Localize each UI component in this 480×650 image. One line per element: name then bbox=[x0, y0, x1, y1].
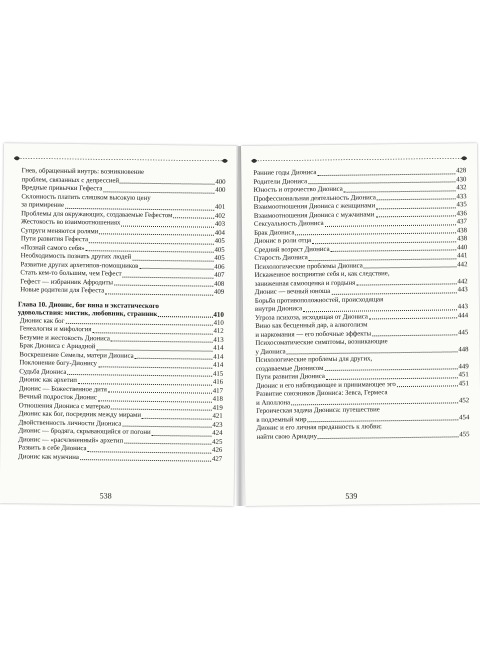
dot-leader bbox=[372, 334, 457, 336]
toc-entry-title: Брак Диониса bbox=[254, 228, 295, 237]
toc-entry-title: Сексуальность Диониса bbox=[253, 219, 324, 228]
toc-entry-row bbox=[18, 453, 222, 464]
toc-entry-title-line: Склонность платить слишком высокую цену bbox=[21, 192, 151, 202]
toc-right-entries bbox=[251, 167, 469, 442]
toc-entry-title: проблем, связанных с депрессией bbox=[21, 175, 120, 185]
toc-entry-page: 401 bbox=[215, 203, 226, 211]
toc-entry-page: 454 bbox=[459, 413, 470, 421]
toc-entry-title: внутри Диониса bbox=[254, 305, 303, 313]
toc-entry-page: 418 bbox=[212, 395, 223, 404]
toc-entry-page: 440 bbox=[457, 243, 468, 251]
toc-entry-title: у Диониса bbox=[255, 347, 286, 356]
dot-leader bbox=[111, 409, 211, 411]
toc-entry-page: 416 bbox=[212, 378, 224, 387]
dot-leader bbox=[103, 191, 214, 193]
toc-left-entries bbox=[18, 167, 226, 297]
toc-entry-page: 415 bbox=[212, 370, 224, 378]
toc-entry-title: Вредные привычки Гефеста bbox=[21, 184, 103, 193]
dot-leader bbox=[80, 459, 211, 462]
toc-entry-title: Жестокость во взаимоотношениях bbox=[21, 218, 121, 227]
dot-leader bbox=[377, 198, 456, 200]
toc-entry-title: Дионис как мужчина bbox=[18, 453, 79, 461]
toc-entry-page: 438 bbox=[456, 226, 468, 234]
toc-entry-page: 408 bbox=[214, 280, 225, 288]
toc-entry-row bbox=[257, 431, 470, 442]
toc-entry-page: 451 bbox=[458, 379, 469, 387]
dot-leader bbox=[98, 366, 212, 368]
toc-entry-page: 400 bbox=[215, 178, 226, 186]
toc-chapter-entries bbox=[16, 317, 224, 464]
dot-leader bbox=[86, 250, 214, 253]
dot-leader bbox=[397, 385, 458, 387]
toc-entry bbox=[16, 453, 222, 464]
toc-entry-page: 410 bbox=[213, 319, 224, 327]
dot-leader bbox=[120, 183, 214, 185]
dot-leader bbox=[376, 207, 455, 209]
toc-entry-title: за примирение bbox=[21, 201, 65, 209]
dot-leader bbox=[123, 276, 214, 278]
dot-leader bbox=[124, 443, 211, 445]
dot-leader bbox=[135, 358, 213, 360]
dot-leader bbox=[375, 215, 455, 217]
dot-leader bbox=[99, 233, 213, 235]
toc-entry-page: 448 bbox=[458, 345, 469, 353]
dot-leader bbox=[152, 435, 212, 437]
right-page bbox=[241, 143, 480, 506]
toc-left bbox=[16, 167, 226, 464]
toc-entry-page: 436 bbox=[456, 209, 467, 217]
toc-entry-page: 400 bbox=[215, 186, 226, 194]
toc-entry-title: Дионис как архетип bbox=[19, 376, 77, 385]
toc-entry-page: 455 bbox=[459, 430, 470, 438]
toc-entry-page: 427 bbox=[211, 455, 223, 463]
dot-leader bbox=[344, 190, 456, 192]
dot-leader bbox=[108, 392, 212, 394]
toc-entry-page: 404 bbox=[214, 229, 225, 237]
toc-entry-page: 428 bbox=[456, 167, 467, 175]
chapter-title-line: Глава 10. Дионис, бог вина и экстатического bbox=[18, 299, 159, 310]
dot-leader bbox=[98, 400, 212, 402]
toc-entry-page: 424 bbox=[212, 429, 223, 438]
toc-entry-title: Старость Диониса bbox=[254, 254, 308, 262]
dot-leader bbox=[364, 266, 457, 268]
toc-entry-page: 419 bbox=[212, 404, 223, 412]
dot-leader bbox=[96, 349, 212, 351]
toc-entry-title: заниженная самооценка и гордыня bbox=[254, 279, 356, 288]
dot-leader bbox=[89, 242, 214, 245]
toc-entry-page: 414 bbox=[213, 361, 224, 370]
toc-entry-title: Генеалогия и мифология bbox=[19, 325, 92, 334]
toc-entry-title: Безумие и жестокость Диониса bbox=[19, 334, 110, 343]
toc-right bbox=[251, 167, 469, 442]
toc-entry-title-line: Развитие союзников Диониса: Зевса, Гермеса bbox=[255, 389, 388, 398]
dot-leader bbox=[158, 316, 212, 318]
dot-leader bbox=[142, 418, 211, 420]
page-number-right: 539 bbox=[345, 491, 358, 501]
toc-entry-title: Психологические проблемы Диониса bbox=[254, 262, 363, 271]
dot-leader bbox=[324, 368, 457, 371]
toc-entry-page: 406 bbox=[214, 263, 225, 271]
toc-entry-title: Гефест — избранник Афродиты bbox=[20, 277, 114, 286]
dot-leader bbox=[318, 436, 458, 439]
toc-entry-page: 443 bbox=[457, 303, 469, 311]
dot-leader bbox=[331, 249, 456, 252]
toc-entry-page: 409 bbox=[213, 288, 225, 296]
header-ornament bbox=[12, 153, 230, 166]
toc-entry-title: Необходимость познать других людей bbox=[20, 252, 132, 261]
toc-entry-title: Дионис и его наблюдающее и принимающее эго bbox=[255, 380, 396, 390]
dot-leader bbox=[111, 341, 212, 343]
toc-entry-page: 426 bbox=[212, 446, 223, 455]
toc-entry-page: 437 bbox=[456, 218, 467, 226]
chapter-title: удовольствия: мистик, любовник, странник bbox=[17, 308, 158, 319]
toc-entry-title: Угроза психоза, исходящая от Диониса bbox=[255, 312, 368, 322]
toc-entry-page: 451 bbox=[458, 371, 469, 379]
dot-leader bbox=[356, 283, 456, 285]
toc-entry-page: 433 bbox=[456, 192, 467, 200]
toc-entry-title-line: Искаженное восприятие себя и, как следствие, bbox=[254, 270, 390, 279]
toc-entry-page: 402 bbox=[214, 212, 226, 220]
toc-entry-page: 435 bbox=[456, 201, 467, 209]
page-number-left: 538 bbox=[99, 491, 112, 501]
toc-entry-page: 414 bbox=[213, 344, 224, 353]
toc-entry-page: 444 bbox=[457, 311, 469, 319]
book-spread bbox=[0, 146, 480, 506]
toc-entry-title: Дионис как бог bbox=[19, 317, 65, 325]
toc-entry-title: Дионис — Божественное дитя bbox=[18, 385, 107, 394]
toc-entry-page: 443 bbox=[457, 286, 468, 294]
left-page bbox=[0, 143, 238, 506]
dot-leader bbox=[105, 293, 213, 295]
toc-entry-row bbox=[20, 286, 224, 297]
toc-entry-title: «Познай самого себя» bbox=[20, 243, 85, 252]
toc-entry-title: Развить в себе Диониса bbox=[18, 444, 87, 453]
chapter-page: 410 bbox=[213, 310, 224, 319]
dot-leader bbox=[139, 268, 213, 270]
dot-leader bbox=[122, 426, 211, 428]
toc-entry-title: Ранние годы Диониса bbox=[253, 169, 317, 177]
toc-entry-page: 421 bbox=[212, 412, 223, 421]
toc-entry-page: 445 bbox=[458, 328, 469, 336]
toc-entry-title-line: Вино как бесценный дар, а алкоголизм bbox=[255, 321, 368, 330]
toc-entry-page: 403 bbox=[214, 220, 226, 228]
toc-entry-title: и наркомания — его побочные эффекты bbox=[255, 329, 372, 339]
toc-entry-page: 414 bbox=[213, 353, 224, 361]
dot-leader bbox=[92, 332, 212, 334]
dot-leader bbox=[331, 292, 456, 295]
toc-entry-title: Родители Диониса bbox=[253, 177, 308, 186]
toc-entry-page: 423 bbox=[212, 421, 223, 429]
toc-entry-title: Профессиональная деятельность Диониса bbox=[253, 193, 376, 203]
dot-leader bbox=[132, 259, 213, 261]
toc-entry-title: Воскрешение Семелы, матери Диониса bbox=[19, 351, 134, 360]
toc-entry-title: Вечный подросток Дионис bbox=[18, 393, 97, 402]
toc-entry-page: 442 bbox=[457, 277, 468, 285]
dot-leader bbox=[326, 377, 458, 380]
toc-entry-page: 405 bbox=[214, 246, 225, 254]
toc-entry-title: Дионис — вечный юноша bbox=[254, 287, 331, 296]
toc-entry-title: Пути развития Гефеста bbox=[20, 235, 89, 244]
toc-entry-title: Пути развития Диониса bbox=[255, 372, 325, 381]
toc-entry-title: Судьба Диониса bbox=[19, 368, 67, 376]
toc-entry-title: Развитие других архетипов-помощников bbox=[20, 260, 139, 270]
toc-entry-title: Дионис — бродяга, скрывающийся от погони bbox=[18, 427, 151, 437]
toc-entry-title: и Аполлона bbox=[256, 398, 291, 407]
dot-leader bbox=[325, 224, 456, 227]
toc-entry-page: 417 bbox=[212, 387, 224, 395]
dot-leader bbox=[173, 217, 214, 218]
toc-entry-title-line: Дионис и его личная преданность к любви: bbox=[256, 423, 382, 432]
toc-entry-title: Стать кем-то большим, чем Гефест bbox=[20, 269, 122, 278]
dot-leader bbox=[88, 451, 212, 454]
toc-entry bbox=[18, 286, 224, 297]
dot-leader bbox=[369, 317, 457, 319]
toc-entry-page: 449 bbox=[458, 362, 469, 370]
toc-entry-title-line: Героическая задача Диониса: путешествие bbox=[256, 406, 380, 415]
dot-leader bbox=[114, 284, 213, 286]
toc-entry-page: 438 bbox=[456, 235, 468, 243]
toc-entry-title-line: Психосоматические симптомы, возникающие bbox=[255, 338, 388, 347]
toc-entry-title: Юность и отрочество Диониса bbox=[253, 185, 343, 194]
toc-entry-page: 405 bbox=[214, 254, 225, 262]
toc-entry-title: Поклонение богу-Дионису bbox=[19, 359, 97, 368]
toc-entry-title-line: Психологические проблемы для других, bbox=[255, 355, 373, 364]
toc-entry-title: Новые родители для Гефеста bbox=[20, 286, 105, 295]
toc-entry-title-line: Гнев, обращенный внутрь: возникновение bbox=[21, 167, 145, 176]
toc-entry-title: Дионис в роли отца bbox=[254, 237, 312, 245]
toc-entry-page: 432 bbox=[456, 184, 467, 192]
toc-entry-title: создаваемые Дионисом bbox=[255, 364, 324, 373]
toc-entry-page: 405 bbox=[214, 237, 225, 245]
dot-leader bbox=[78, 383, 212, 386]
toc-entry-title: Взаимоотношения Диониса с мужчинами bbox=[253, 210, 375, 220]
toc-entry-page: 425 bbox=[212, 438, 223, 446]
toc-entry-page: 430 bbox=[456, 175, 467, 183]
header-ornament bbox=[249, 153, 469, 166]
toc-entry-title: Супруги меняются ролями bbox=[20, 226, 99, 235]
toc-entry-title: Брак Диониса с Ариадной bbox=[19, 342, 96, 351]
toc-entry-title: Взаимоотношения Диониса с женщинами bbox=[253, 202, 376, 211]
toc-entry-page: 441 bbox=[457, 252, 468, 260]
toc-entry-title: Двойственность личности Диониса bbox=[18, 419, 122, 428]
toc-entry bbox=[254, 422, 469, 442]
toc-entry-page: 442 bbox=[457, 260, 468, 268]
toc-entry-title: Дионис как бог, посредник между мирами bbox=[18, 410, 142, 420]
toc-entry-page: 412 bbox=[213, 327, 224, 336]
toc-entry-title: найти свою Ариадну bbox=[256, 432, 318, 441]
toc-entry-page: 413 bbox=[213, 336, 224, 344]
dot-leader bbox=[121, 225, 213, 227]
toc-entry-title-line: Борьба противоположностей, происходящая bbox=[254, 295, 384, 305]
toc-entry-title: в подземный мир bbox=[256, 415, 307, 424]
toc-entry-page: 452 bbox=[458, 396, 470, 404]
toc-entry-page: 407 bbox=[214, 271, 225, 279]
toc-entry-title: Проблемы для окружающих, создаваемые Гефестом bbox=[21, 209, 173, 219]
toc-entry-title: Дионис — «расчлененный» архетип bbox=[18, 436, 124, 445]
toc-entry-title: Отношения Диониса с матерью bbox=[18, 402, 111, 411]
toc-entry-title: Средний возраст Диониса bbox=[254, 245, 330, 254]
